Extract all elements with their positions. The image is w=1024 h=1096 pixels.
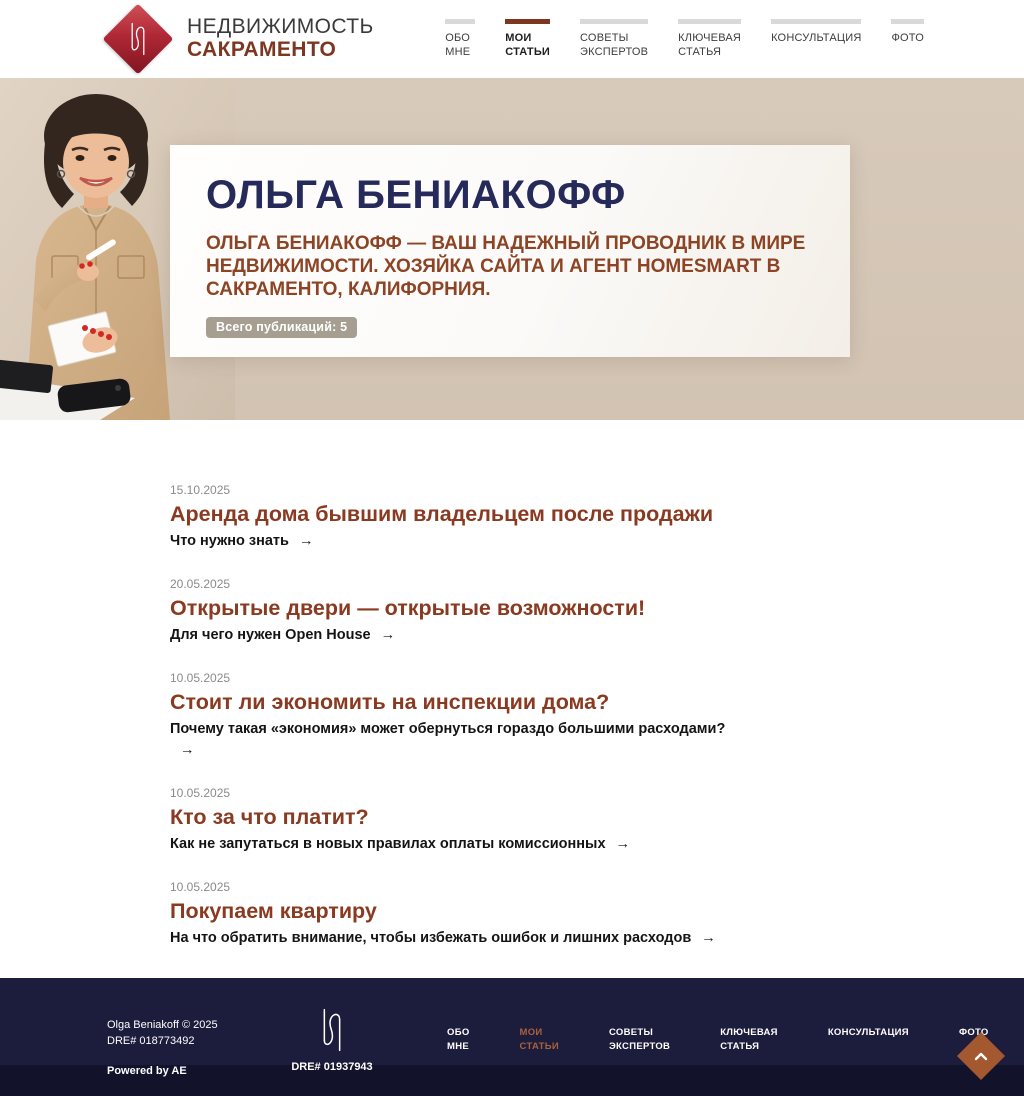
footer-nav-label: КОНСУЛЬТАЦИЯ — [827, 1027, 909, 1038]
footer-nav-item-my-articles[interactable] — [520, 1026, 559, 1055]
article-item — [170, 483, 770, 551]
hero-description: ОЛЬГА БЕНИАКОФФ — ВАШ НАДЕЖНЫЙ ПРОВОДНИК В МИРЕ НЕДВИЖИМОСТИ. ХОЗЯЙКА САЙТА И АГЕНТ HOMESMART В САКРАМЕНТО, КАЛИФОРНИЯ. — [206, 233, 806, 301]
article-title-link[interactable]: Открытые двери — открытые возможности! — [170, 596, 646, 621]
articles-list — [0, 420, 1024, 978]
footer-nav-item-expert-advice[interactable] — [609, 1026, 670, 1055]
article-subtitle-link[interactable] — [170, 928, 730, 948]
article-title-link[interactable]: Кто за что платит? — [170, 805, 369, 829]
footer-nav-label: МНЕ — [447, 1041, 470, 1053]
chevron-up-icon — [974, 1051, 988, 1061]
main-nav — [445, 19, 1024, 60]
nav-label: СТАТЬЯ — [678, 46, 722, 58]
nav-bar-active — [505, 19, 550, 24]
article-date: 10.05.2025 — [170, 671, 231, 686]
article-subtitle-text: Почему такая «экономия» может обернуться гораздо большими расходами? — [170, 721, 726, 738]
article-subtitle-text: На что обратить внимание, чтобы избежать ошибок и лишних расходов — [170, 930, 692, 947]
nav-label: КОНСУЛЬТАЦИЯ — [771, 31, 862, 44]
article-title-link[interactable]: Стоит ли экономить на инспекции дома? — [170, 690, 610, 715]
footer-nav-item-consultation[interactable] — [828, 1026, 909, 1055]
hero-card — [170, 145, 850, 357]
nav-bar — [678, 19, 741, 24]
nav-bar — [891, 19, 924, 24]
footer-nav-item-key-article[interactable] — [720, 1026, 778, 1055]
arrow-right-icon: → — [298, 532, 314, 549]
nav-label: МНЕ — [445, 46, 471, 58]
arrow-right-icon: → — [615, 835, 631, 852]
footer-nav — [447, 1018, 989, 1055]
footer-nav-item-about[interactable] — [447, 1026, 470, 1055]
footer-nav-label: ЭКСПЕРТОВ — [609, 1041, 671, 1053]
nav-bar — [771, 19, 861, 24]
logo-diamond — [103, 4, 173, 74]
nav-label: СТАТЬИ — [505, 46, 551, 58]
article-item — [170, 671, 770, 760]
publications-count-badge: Всего публикаций: 5 — [206, 317, 357, 338]
article-item — [170, 577, 770, 645]
nav-label: КЛЮЧЕВАЯ — [678, 31, 742, 44]
article-title-link[interactable]: Аренда дома бывшим владельцем после продажи — [170, 502, 714, 526]
footer-powered-by: Powered by AE — [107, 1064, 187, 1077]
footer-copyright: Olga Beniakoff © 2025 — [107, 1019, 218, 1031]
homesmart-monogram-icon — [125, 21, 151, 57]
article-date: 15.10.2025 — [170, 483, 231, 497]
nav-label: ФОТО — [891, 31, 924, 44]
arrow-right-icon: → — [701, 930, 716, 947]
footer-nav-label: СТАТЬИ — [519, 1041, 559, 1053]
footer-nav-label: ФОТО — [958, 1027, 989, 1038]
nav-label: СОВЕТЫ — [580, 31, 629, 44]
nav-label: МОИ — [505, 31, 532, 44]
article-item — [170, 786, 770, 854]
article-title-link[interactable]: Покупаем квартиру — [170, 899, 377, 924]
logo-text — [187, 16, 374, 61]
nav-item-photo[interactable] — [891, 19, 924, 45]
nav-item-consultation[interactable] — [771, 19, 861, 45]
article-date: 10.05.2025 — [170, 880, 231, 895]
footer-nav-label: СТАТЬЯ — [720, 1041, 760, 1053]
arrow-right-icon: → — [380, 627, 396, 644]
homesmart-monogram-icon — [315, 1006, 349, 1054]
footer-nav-label: КЛЮЧЕВАЯ — [720, 1027, 778, 1038]
arrow-right-icon: → — [180, 741, 195, 758]
nav-item-key-article[interactable] — [678, 19, 741, 60]
hero-section — [0, 78, 1024, 420]
article-date: 20.05.2025 — [170, 577, 231, 592]
nav-bar — [580, 19, 648, 24]
article-item — [170, 880, 770, 948]
nav-item-expert-advice[interactable] — [580, 19, 648, 60]
footer-credits — [107, 1018, 257, 1080]
nav-bar — [445, 19, 475, 24]
nav-label: ОБО — [445, 31, 471, 44]
article-subtitle-text: Как не запутаться в новых правилах оплаты комиссионных — [170, 835, 606, 852]
footer-nav-label: МОИ — [519, 1027, 543, 1038]
nav-item-about[interactable] — [445, 19, 475, 60]
article-subtitle-text: Для чего нужен Open House — [170, 627, 371, 644]
footer-nav-label: СОВЕТЫ — [609, 1027, 654, 1038]
logo-line-1: НЕДВИЖИМОСТЬ — [187, 15, 374, 39]
page-title: ОЛЬГА БЕНИАКОФФ — [206, 173, 626, 217]
nav-label: ЭКСПЕРТОВ — [580, 46, 649, 58]
footer-broker-dre: DRE# 01937943 — [291, 1061, 373, 1073]
footer-dre: DRE# 018773492 — [107, 1034, 195, 1047]
site-footer — [0, 978, 1024, 1096]
article-date: 10.05.2025 — [170, 786, 231, 800]
footer-homesmart-logo — [287, 1006, 377, 1073]
site-header — [0, 0, 1024, 78]
article-subtitle-text: Что нужно знать — [170, 532, 289, 549]
article-subtitle-link[interactable] — [170, 834, 730, 854]
site-logo[interactable] — [103, 4, 374, 74]
footer-nav-label: ОБО — [447, 1027, 470, 1038]
article-subtitle-link[interactable] — [170, 625, 730, 645]
logo-line-2: САКРАМЕНТО — [187, 38, 337, 61]
article-subtitle-link[interactable] — [170, 719, 730, 760]
nav-item-my-articles[interactable] — [505, 19, 550, 60]
article-subtitle-link[interactable] — [170, 531, 730, 551]
